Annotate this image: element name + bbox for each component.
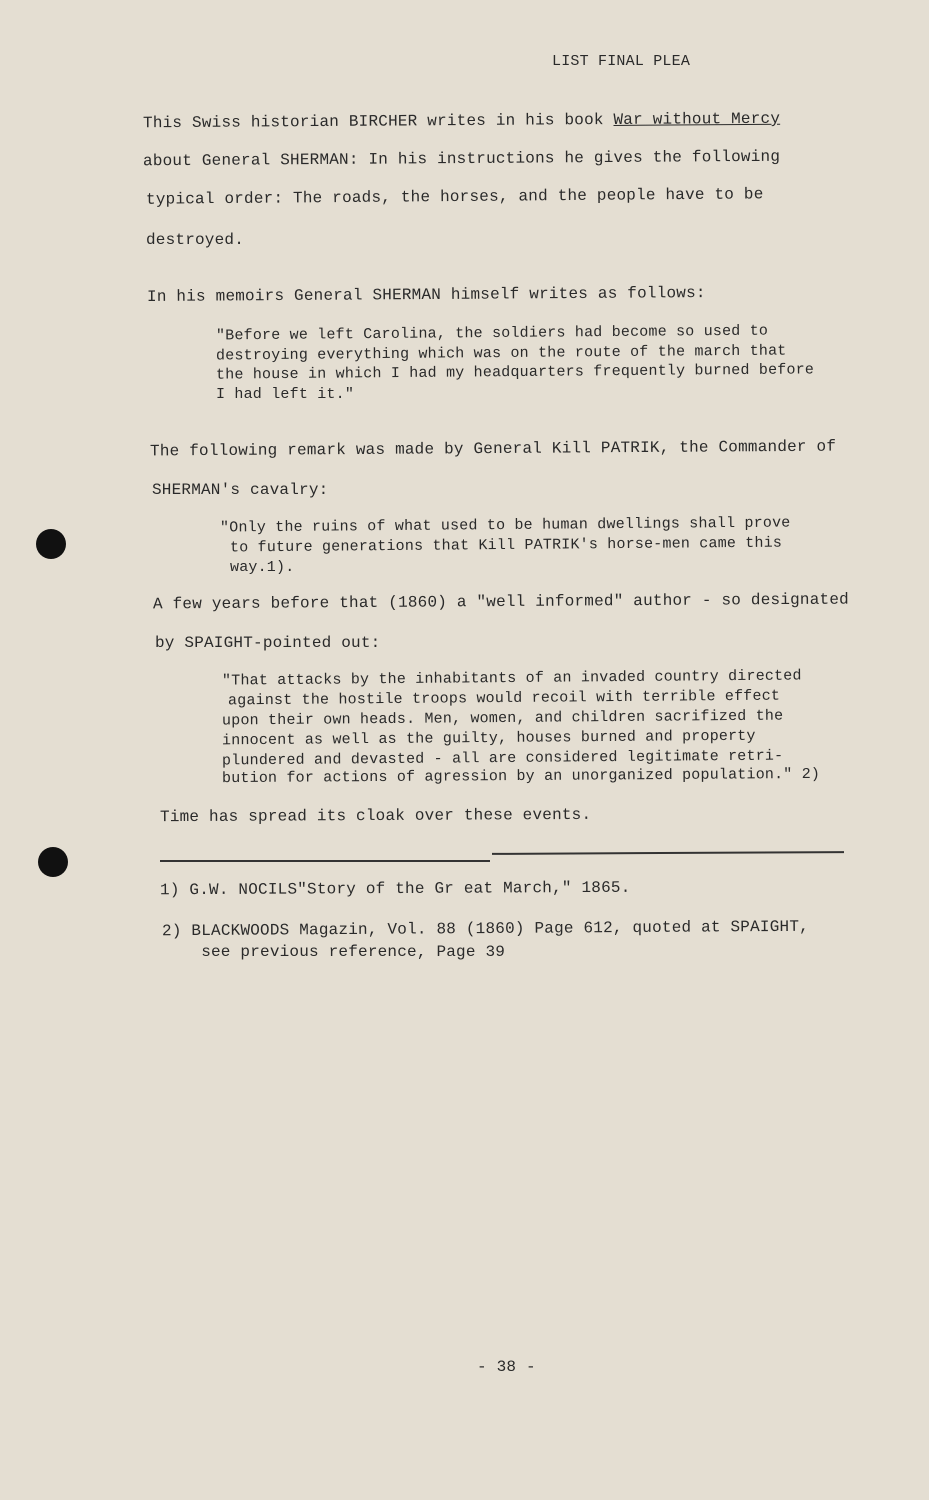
- para4-line1: A few years before that (1860) a "well informed" author - so designated: [152, 590, 849, 614]
- para1-line1: [143, 110, 780, 133]
- para4-quote-line: "That attacks by the inhabitants of an invaded country directed: [221, 667, 802, 690]
- binder-hole: [36, 529, 66, 559]
- para1-line2: about General SHERMAN: In his instructions he gives the following: [142, 147, 781, 171]
- binder-hole: [38, 847, 68, 877]
- para4-line2: by SPAIGHT-pointed out:: [155, 634, 381, 652]
- footnote-1: 1) G.W. NOCILS"Story of the Gr eat March," 1865.: [159, 878, 631, 900]
- para3-quote-line: to future generations that Kill PATRIK's horse-men came this: [229, 534, 783, 557]
- footnote-separator-right: [492, 851, 844, 855]
- para3-quote-line: "Only the ruins of what used to be human dwellings shall prove: [219, 514, 791, 537]
- para3-line1: The following remark was made by General Kill PATRIK, the Commander of: [149, 437, 837, 461]
- para3-line2: SHERMAN's cavalry:: [152, 481, 329, 499]
- footnote-2-line2: see previous reference, Page 39: [162, 943, 506, 961]
- para4-quote-line: upon their own heads. Men, women, and children sacrifized the: [221, 707, 784, 730]
- footnote-separator-left: [160, 860, 490, 862]
- para1-line4: destroyed.: [146, 231, 245, 249]
- footnote-2-line1: 2) BLACKWOODS Magazin, Vol. 88 (1860) Page 612, quoted at SPAIGHT,: [161, 917, 809, 941]
- para4-quote-line: bution for actions of agression by an unorganized population." 2): [221, 765, 821, 788]
- para2-quote-line: "Before we left Carolina, the soldiers had become so used to: [215, 322, 769, 345]
- para1-line3: typical order: The roads, the horses, and the people have to be: [145, 185, 764, 209]
- para4-quote-line: plundered and devasted - all are considered legitimate retri-: [221, 747, 784, 770]
- book-title: War without Mercy: [613, 109, 781, 129]
- para2-quote-line: the house in which I had my headquarters frequently burned before: [215, 361, 815, 384]
- para2-intro: In his memoirs General SHERMAN himself writes as follows:: [146, 284, 706, 306]
- para4-quote-line: innocent as well as the guilty, houses burned and property: [221, 727, 756, 750]
- para2-quote-line: destroying everything which was on the route of the march that: [215, 342, 787, 365]
- para3-quote-line: way.1).: [230, 559, 295, 576]
- page-header-title: LIST FINAL PLEA: [552, 53, 691, 70]
- closing-sentence: Time has spread its cloak over these events.: [159, 805, 592, 827]
- para4-quote-line: against the hostile troops would recoil with terrible effect: [227, 687, 781, 710]
- page-number: - 38 -: [477, 1358, 536, 1376]
- para2-quote-line: I had left it.": [216, 386, 355, 403]
- para1-line1-text: This Swiss historian BIRCHER writes in his book: [142, 110, 614, 133]
